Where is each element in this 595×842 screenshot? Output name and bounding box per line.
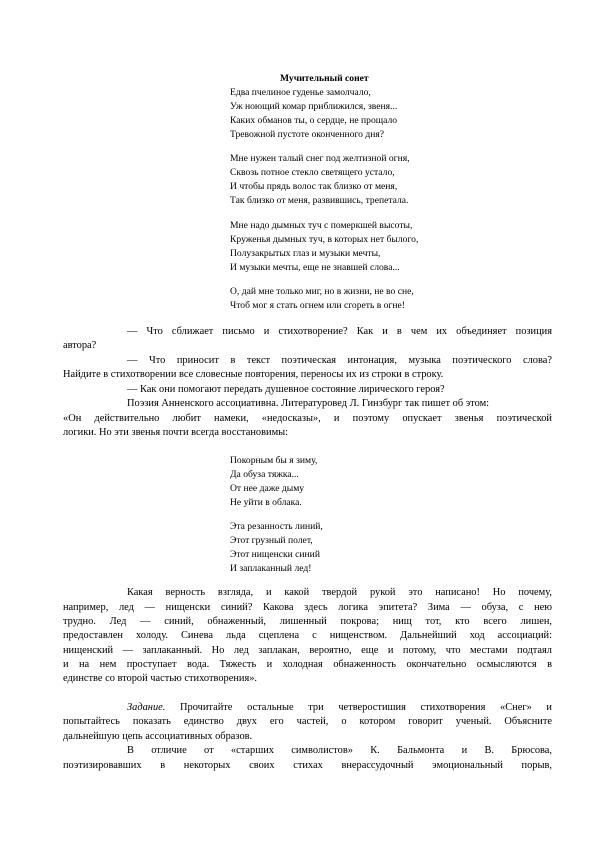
task-line-3: дальнейшую цепь ассоциативных образов. bbox=[63, 731, 253, 742]
question-2-line-1: — Что приносит в текст поэтическая интонация, музыка поэтического слова? bbox=[127, 355, 552, 366]
analysis-line: Какая верность взгляда, и какой твердой рукой это написано! Но почему, bbox=[127, 587, 552, 598]
poem-line: Чтоб мог я стать огнем или сгореть в огне! bbox=[230, 300, 406, 311]
poem-line: Полузакрытых глаз и музыки мечты, bbox=[230, 248, 381, 259]
quote-line: От нее даже дыму bbox=[230, 483, 305, 494]
poem-line: Круженья дымных туч, в которых нет былого, bbox=[230, 234, 419, 245]
quote-line: Покорным бы я зиму, bbox=[230, 455, 318, 466]
question-1-line-2: автора? bbox=[63, 340, 97, 351]
poem-line: Мне надо дымных туч с померкшей высоты, bbox=[230, 220, 413, 231]
poem-line: Мне нужен талый снег под желтизной огня, bbox=[230, 153, 410, 164]
analysis-line: например, лед — нищенски синий? Какова здесь логика эпитета? Зима — обуза, с нею bbox=[63, 602, 552, 613]
poem-title: Мучительный сонет bbox=[280, 73, 369, 84]
closing-line-2: поэтизировавших в некоторых своих стихах внерассудочный эмоциональный порыв, bbox=[63, 760, 552, 771]
task-label: Задание. bbox=[127, 702, 166, 713]
analysis-line: и на нем проступает вода. Тяжесть и холодная обнаженность окончательно осмысляются в bbox=[63, 659, 552, 670]
quote-line: Эта резанность линий, bbox=[230, 521, 323, 532]
quote-line: Да обуза тяжка... bbox=[230, 469, 299, 480]
task-text: Прочитайте остальные три четверостишия стихотворения «Снег» и bbox=[165, 702, 552, 713]
question-2-line-2: Найдите в стихотворении все словесные повторения, переносы их из строки в строку. bbox=[63, 369, 444, 380]
poem-line: Тревожной пустоте оконченного дня? bbox=[230, 129, 385, 140]
intro-line-2: «Он действительно любит намеки, «недосказы», и поэтому опускает звенья поэтической bbox=[63, 413, 552, 424]
analysis-line: единстве со второй частью стихотворения». bbox=[63, 673, 258, 684]
intro-line-3: логики. Но эти звенья почти всегда восстановимы: bbox=[63, 427, 289, 438]
poem-line: Каких обманов ты, о сердце, не прощало bbox=[230, 115, 398, 126]
poem-line: И чтобы прядь волос так близко от меня, bbox=[230, 181, 398, 192]
analysis-line: предоставлен холоду. Синева льда сцеплена с нищенством. Дальнейший ход ассоциаций: bbox=[63, 630, 552, 641]
analysis-line: нищенский — заплаканный. Но лед заплакан, вероятно, еще и потому, что местами подтаял bbox=[63, 645, 552, 656]
poem-line: О, дай мне только миг, но в жизни, не во сне, bbox=[230, 286, 414, 297]
closing-line-1: В отличие от «старших символистов» К. Бальмонта и В. Брюсова, bbox=[127, 745, 552, 756]
quote-line: Этот нищенски синий bbox=[230, 549, 320, 560]
poem-line: И музыки мечты, еще не знавшей слова... bbox=[230, 262, 400, 273]
quote-line: Не уйти в облака. bbox=[230, 497, 302, 508]
task-line-2: попытайтесь показать единство двух его частей, о котором говорит ученый. Объясните bbox=[63, 716, 552, 727]
poem-line: Едва пчелиное гуденье замолчало, bbox=[230, 87, 371, 98]
poem-line: Сквозь потное стекло светящего устало, bbox=[230, 167, 395, 178]
intro-line-1: Поэзия Анненского ассоциативна. Литературовед Л. Гинзбург так пишет об этом: bbox=[127, 398, 490, 409]
analysis-line: трудно. Лед — синий, обнаженный, лишенный покрова; нищ тот, кто всего лишен, bbox=[63, 616, 552, 627]
question-3: — Как они помогают передать душевное состояние лирического героя? bbox=[127, 384, 445, 395]
task-line-1 bbox=[127, 702, 552, 714]
quote-line: И заплаканный лед! bbox=[230, 563, 312, 574]
poem-line: Так близко от меня, развившись, трепетала. bbox=[230, 195, 409, 206]
question-1-line-1: — Что сближает письмо и стихотворение? Как и в чем их объединяет позиция bbox=[127, 326, 552, 337]
poem-line: Уж ноющий комар приближился, звеня... bbox=[230, 101, 398, 112]
quote-line: Этот грузный полет, bbox=[230, 535, 313, 546]
